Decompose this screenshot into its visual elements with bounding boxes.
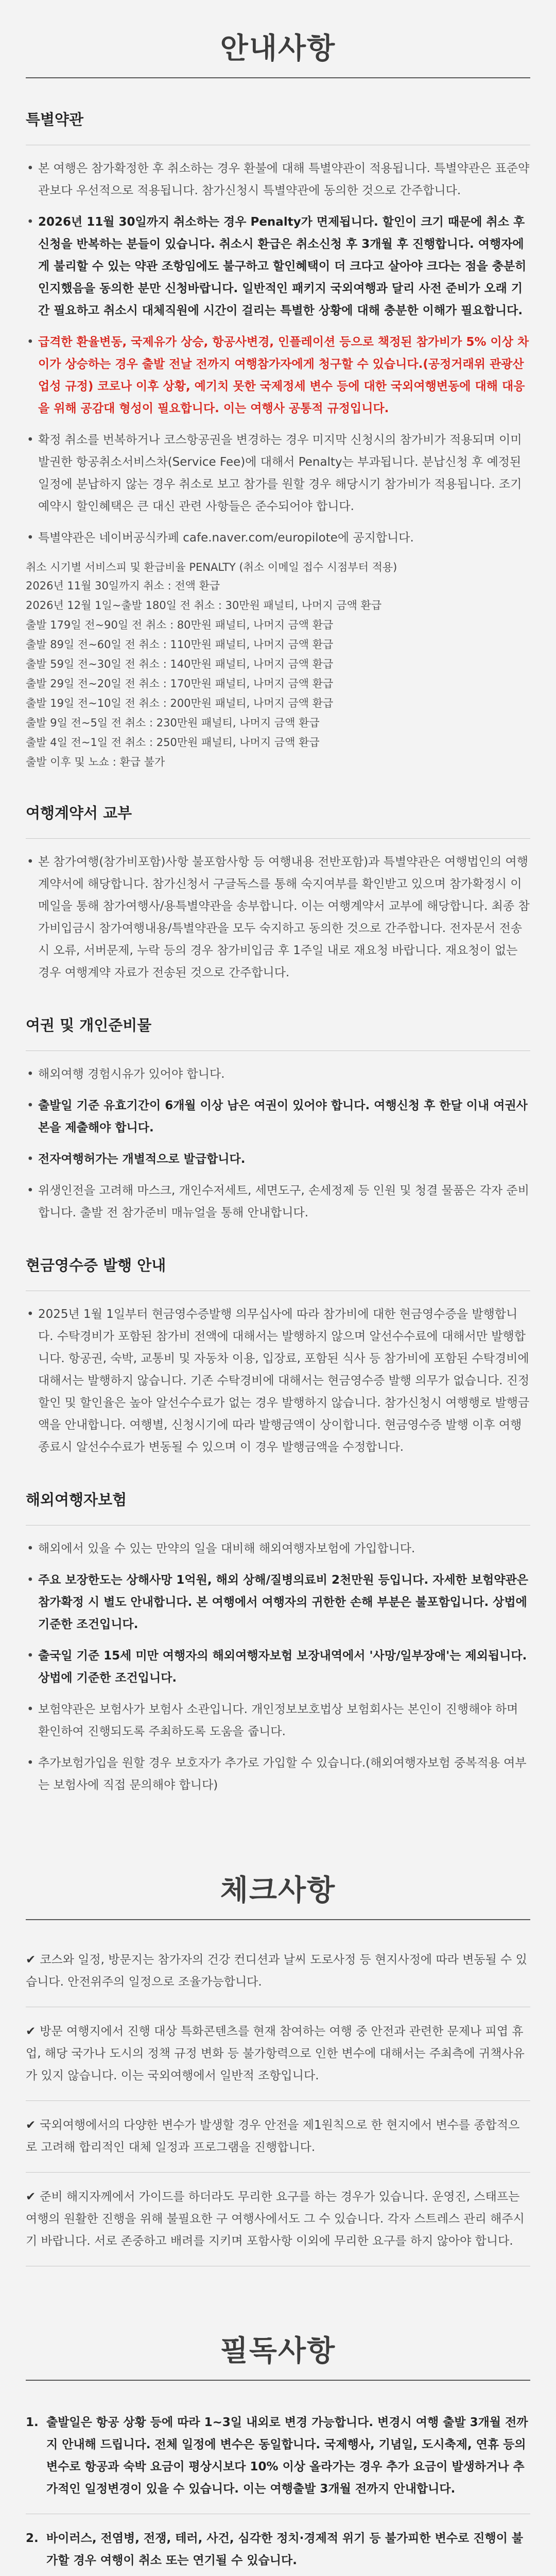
penalty-table bbox=[26, 558, 530, 772]
list-item: • 출국일 기준 15세 미만 여행자의 해외여행자보험 보장내역에서 '사망/일부장애'는 제외됩니다. 상법에 기준한 조건입니다. bbox=[26, 1645, 530, 1689]
list-item: • 특별약관은 네이버공식카페 cafe.naver.com/europilote에 공지합니다. bbox=[26, 527, 530, 549]
check-icon: ✔ bbox=[26, 1953, 36, 1967]
list-item: ✔ 국외여행에서의 다양한 변수가 발생할 경우 안전을 제1원칙으로 한 현지에서 변수를 종합적으로 고려해 합리적인 대체 일정과 프로그램을 진행합니다. bbox=[26, 2101, 530, 2173]
list-item: • 주요 보장한도는 상해사망 1억원, 해외 상해/질병의료비 2천만원 등입니다. 자세한 보험약관은 참가확정 시 별도 안내합니다. 본 여행에서 여행자의 귀한한 손해 부분은 불포함입니다. 상법에 기준한 조건입니다. bbox=[26, 1569, 530, 1636]
travel-certificate-heading: 여행계약서 교부 bbox=[26, 804, 132, 822]
table-row: 2026년 12월 1일~출발 180일 전 취소 : 30만원 패널티, 나머지 금액 환급 bbox=[26, 599, 382, 612]
check-icon: ✔ bbox=[26, 2190, 36, 2204]
table-row: 출발 179일 전~90일 전 취소 : 80만원 패널티, 나머지 금액 환급 bbox=[26, 619, 334, 631]
table-row: 출발 59일 전~30일 전 취소 : 140만원 패널티, 나머지 금액 환급 bbox=[26, 658, 334, 670]
required-title: 필독사항 bbox=[220, 2334, 336, 2368]
list-item: ✔ 코스와 일정, 방문지는 참가자의 건강 컨디션과 날씨 도로사정 등 현지사정에 따라 변동될 수 있습니다. 안전위주의 일정으로 조율가능합니다. bbox=[26, 1936, 530, 2007]
required-list bbox=[26, 2398, 530, 2576]
insurance-list bbox=[26, 1538, 530, 1797]
penalty-table-title: 취소 시기별 서비스피 및 환급비율 PENALTY (취소 이메일 접수 시점부터 적용) bbox=[26, 561, 397, 573]
list-item: • 위생인전을 고려해 마스크, 개인수저세트, 세면도구, 손세정제 등 인원 및 청결 물품은 각자 준비합니다. 출발 전 참가준비 매뉴얼을 통해 안내합니다. bbox=[26, 1180, 530, 1224]
passport-heading: 여권 및 개인준비물 bbox=[26, 1016, 152, 1034]
table-row: 2026년 11월 30일까지 취소 : 전액 환급 bbox=[26, 580, 220, 592]
list-item: • 추가보험가입을 원할 경우 보호자가 추가로 가입할 수 있습니다.(해외여행자보험 중복적용 여부는 보험사에 직접 문의해야 합니다) bbox=[26, 1752, 530, 1797]
notice-title: 안내사항 bbox=[220, 32, 336, 65]
list-item: • 확정 취소를 번복하거나 코스항공권을 변경하는 경우 미지막 신청시의 참가비가 적용되며 이미 발권한 항공취소서비스차(Service Fee)에 대해서 Penalty는 부과됩니다. 분납신청 후 예정된 일정에 분납하지 않는 경우 취소로 보고 참가를 원할 경우 해당시기 참가비가 적용됩니다. 조기예약시 할인혜택은 큰 대신 관련 사항들은 준수되어야 합니다. bbox=[26, 429, 530, 518]
check-icon: ✔ bbox=[26, 2025, 36, 2038]
checklist-title: 체크사항 bbox=[220, 1874, 336, 1907]
insurance-heading: 해외여행자보험 bbox=[26, 1491, 127, 1509]
checklist-section bbox=[0, 1806, 556, 2266]
checklist-list bbox=[26, 1936, 530, 2266]
table-row: 출발 9일 전~5일 전 취소 : 230만원 패널티, 나머지 금액 환급 bbox=[26, 717, 320, 729]
list-item: • 출발일 기준 유효기간이 6개월 이상 남은 여권이 있어야 합니다. 여행신청 후 한달 이내 여권사본을 제출해야 합니다. bbox=[26, 1095, 530, 1139]
cash-receipt-heading: 현금영수증 발행 안내 bbox=[26, 1257, 166, 1274]
list-item: • 해외여행 경험시유가 있어야 합니다. bbox=[26, 1063, 530, 1086]
list-item: • 급격한 환율변동, 국제유가 상승, 항공사변경, 인플레이션 등으로 책정된 참가비가 5% 이상 차이가 상승하는 경우 출발 전날 전까지 여행참가자에게 청구할 수 있습니다.(공정거래위 관광산업성 규정) 코로나 이후 상황, 예기치 못한 국제정세 변수 등에 대한 국외여행변동에 대해 대응을 위해 공감대 형성이 필요합니다. 이는 여행사 공통적 규정입니다. bbox=[26, 331, 530, 420]
cash-receipt-list bbox=[26, 1303, 530, 1459]
passport-list bbox=[26, 1063, 530, 1224]
list-item: • 2025년 1월 1일부터 현금영수증발행 의무십사에 따라 참가비에 대한 현금영수증을 발행합니다. 수탁경비가 포함된 참가비 전액에 대해서는 발행하지 않으며 알선수수료에 대해서만 발행합니다. 항공권, 숙박, 교통비 및 자동차 이용, 입장료, 포함된 식사 등 참가비에 포함된 수탁경비에 대해서는 발행하지 않습니다. 기존 수탁경비에 대해서는 현금영수증 발행 의무가 없습니다. 진정할인 및 할인율은 높아 알선수수료가 없는 경우 발행하지 않습니다. 참가신청시 여행행로 발행금액을 안내합니다. 여행별, 신청시기에 따라 발행금액이 상이합니다. 현금영수증 발행 이후 여행 종료시 알선수수료가 변동될 수 있으며 이 경우 발행금액을 수정합니다. bbox=[26, 1303, 530, 1459]
list-item: ✔ 방문 여행지에서 진행 대상 특화콘텐츠를 현재 참여하는 여행 중 안전과 관련한 문제나 피엽 휴업, 해당 국가나 도시의 정책 규정 변화 등 불가항력으로 인한 변수에 대해서는 주최측에 귀책사유가 있지 않습니다. 이는 국외여행에서 일반적 조항입니다. bbox=[26, 2007, 530, 2101]
list-item: 1. 출발일은 항공 상황 등에 따라 1~3일 내외로 변경 가능합니다. 변경시 여행 출발 3개월 전까지 안내해 드립니다. 전체 일정에 변수은 동일합니다. 국제행사, 기념일, 도시축제, 연휴 등의 변수로 항공과 숙박 요금이 평상시보다 10% 이상 올라가는 경우 추가 요금이 발생하거나 추가적인 일정변경이 있을 수 있습니다. 이는 여행출발 3개월 전까지 안내합니다. bbox=[26, 2398, 530, 2514]
travel-certificate-list bbox=[26, 851, 530, 984]
notice-title-divider bbox=[26, 77, 530, 78]
list-item: • 본 참가여행(참가비포함)사항 불포함사항 등 여행내용 전반포함)과 특별약관은 여행법인의 여행계약서에 해당합니다. 참가신청서 구글독스를 통해 숙지여부를 확인받고 있으며 참가확정시 이메일을 통해 참가여행사/용특별약관을 송부합니다. 이는 여행계약서 교부에 해당합니다. 최종 참가비입금시 참가여행내용/특별약관을 모두 숙지하고 동의한 것으로 간주합니다. 전자문서 전송시 오류, 서버문제, 누락 등의 경우 참가비입금 후 1주일 내로 재요청 바랍니다. 재요청이 없는 경우 여행계약 자료가 전송된 것으로 간주합니다. bbox=[26, 851, 530, 984]
divider bbox=[26, 1525, 530, 1526]
list-item: ✔ 준비 해지자께에서 가이드를 하더라도 무리한 요구를 하는 경우가 있습니다. 운영진, 스태프는 여행의 원활한 진행을 위해 불필요한 구 여행사에서도 그 수 있습니다. 각자 스트레스 관리 해주시기 바랍니다. 서로 존중하고 배려를 지키며 포함사항 이외에 무리한 요구를 하지 않아야 합니다. bbox=[26, 2173, 530, 2266]
list-item: • 2026년 11월 30일까지 취소하는 경우 Penalty가 면제됩니다. 할인이 크기 때문에 취소 후 신청을 반복하는 분들이 있습니다. 취소시 환급은 취소신청 후 3개월 후 진행합니다. 여행자에게 불리할 수 있는 약관 조항임에도 불구하고 할인혜택이 더 크다고 살아야 크다는 점을 충분히 인지했음을 동의한 분만 신청바랍니다. 일반적인 패키지 국외여행과 달리 사전 준비가 오래 기간 필요하고 취소시 대체직원에 시간이 걸리는 특별한 상황에 대해 충분한 이해가 필요합니다. bbox=[26, 211, 530, 322]
divider bbox=[26, 838, 530, 839]
table-row: 출발 19일 전~10일 전 취소 : 200만원 패널티, 나머지 금액 환급 bbox=[26, 697, 334, 709]
list-item: 2. 바이러스, 전염병, 전쟁, 테러, 사건, 심각한 정치·경제적 위기 등 불가피한 변수로 진행이 불가할 경우 여행이 취소 또는 연기될 수 있습니다. bbox=[26, 2514, 530, 2576]
list-item: • 본 여행은 참가확정한 후 취소하는 경우 환불에 대해 특별약관이 적용됩니다. 특별약관은 표준약관보다 우선적으로 적용됩니다. 참가신청시 특별약관에 동의한 것으로 간주합니다. bbox=[26, 158, 530, 202]
special-terms-list bbox=[26, 158, 530, 549]
divider bbox=[26, 1050, 530, 1051]
table-row: 출발 4일 전~1일 전 취소 : 250만원 패널티, 나머지 금액 환급 bbox=[26, 736, 320, 749]
required-section bbox=[0, 2266, 556, 2576]
check-icon: ✔ bbox=[26, 2119, 36, 2132]
list-item: • 보험약관은 보험사가 보험사 소관입니다. 개인정보보호법상 보험회사는 본인이 진행해야 하며 환인하여 진행되도록 주최하도록 도움을 줍니다. bbox=[26, 1699, 530, 1743]
list-item: • 해외에서 있을 수 있는 만약의 일을 대비해 해외여행자보험에 가입합니다. bbox=[26, 1538, 530, 1560]
table-row: 출발 29일 전~20일 전 취소 : 170만원 패널티, 나머지 금액 환급 bbox=[26, 677, 334, 690]
required-title-divider bbox=[26, 2380, 530, 2381]
table-row: 출발 이후 및 노쇼 : 환급 불가 bbox=[26, 756, 165, 768]
list-item: • 전자여행허가는 개별적으로 발급합니다. bbox=[26, 1148, 530, 1171]
special-terms-heading: 특별약관 bbox=[26, 111, 84, 128]
table-row: 출발 89일 전~60일 전 취소 : 110만원 패널티, 나머지 금액 환급 bbox=[26, 638, 334, 651]
checklist-title-divider bbox=[26, 1919, 530, 1920]
